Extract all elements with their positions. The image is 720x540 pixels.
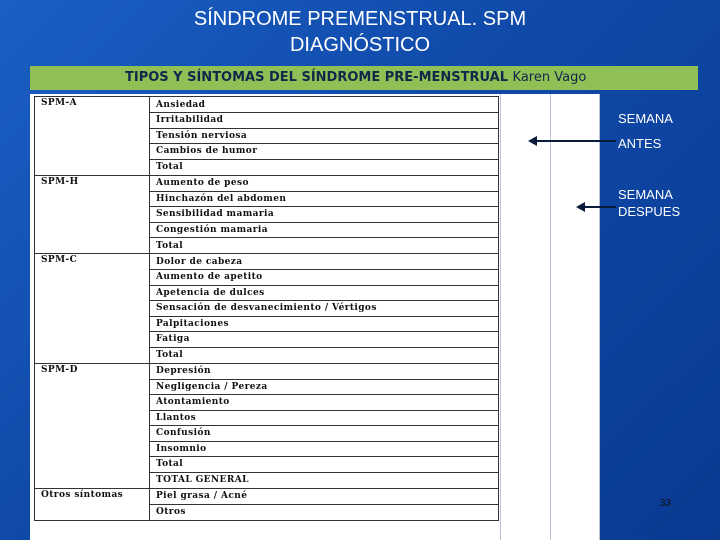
symptom-cell: Total (150, 347, 499, 363)
symptom-cell: Total (150, 457, 499, 473)
table-row (35, 222, 499, 238)
group-cell (35, 410, 150, 426)
group-cell: Otros síntomas (35, 488, 150, 504)
table-row (35, 379, 499, 395)
group-cell (35, 222, 150, 238)
group-cell (35, 426, 150, 442)
group-cell (35, 316, 150, 332)
symptom-cell: Aumento de apetito (150, 270, 499, 286)
table-row (35, 254, 499, 270)
group-cell: SPM-A (35, 97, 150, 113)
banner-author: Karen Vago (512, 70, 587, 85)
symptom-cell: Fatiga (150, 332, 499, 348)
group-cell (35, 207, 150, 223)
symptom-cell: Atontamiento (150, 395, 499, 411)
group-cell (35, 395, 150, 411)
table-row (35, 332, 499, 348)
symptom-cell: TOTAL GENERAL (150, 472, 499, 488)
arrow-left-icon (528, 135, 618, 147)
symptom-cell: Depresión (150, 363, 499, 379)
slide-title (90, 6, 630, 58)
group-cell (35, 191, 150, 207)
group-cell (35, 144, 150, 160)
group-cell (35, 504, 150, 520)
table-row (35, 426, 499, 442)
symptom-cell: Palpitaciones (150, 316, 499, 332)
symptom-cell: Total (150, 159, 499, 175)
symptom-sheet (30, 94, 600, 540)
slide-title-line1: SÍNDROME PREMENSTRUAL. SPM (193, 8, 527, 30)
page-number: 33 (660, 498, 672, 509)
symptom-cell: Apetencia de dulces (150, 285, 499, 301)
column-divider (500, 94, 501, 540)
symptom-cell: Ansiedad (150, 97, 499, 113)
table-row (35, 441, 499, 457)
table-banner (30, 66, 698, 90)
table-row (35, 191, 499, 207)
label-semana-antes-line2: ANTES (618, 136, 662, 151)
banner-text: TIPOS Y SÍNTOMAS DEL SÍNDROME PRE-MENSTRUAL (125, 70, 509, 85)
table-row (35, 128, 499, 144)
table-row (35, 457, 499, 473)
symptom-cell: Aumento de peso (150, 175, 499, 191)
group-cell (35, 441, 150, 457)
symptom-cell: Cambios de humor (150, 144, 499, 160)
symptom-cell: Confusión (150, 426, 499, 442)
table-row (35, 144, 499, 160)
symptom-table (34, 96, 499, 521)
group-cell (35, 301, 150, 317)
label-semana-antes (618, 110, 673, 152)
symptom-cell: Negligencia / Pereza (150, 379, 499, 395)
symptom-cell: Dolor de cabeza (150, 254, 499, 270)
group-cell (35, 472, 150, 488)
table-row (35, 113, 499, 129)
column-divider (550, 94, 551, 540)
group-cell (35, 285, 150, 301)
table-row (35, 472, 499, 488)
symptom-cell: Llantos (150, 410, 499, 426)
group-cell (35, 128, 150, 144)
table-row (35, 347, 499, 363)
group-cell (35, 270, 150, 286)
label-semana-antes-line1: SEMANA (618, 111, 673, 126)
symptom-cell: Congestión mamaria (150, 222, 499, 238)
table-row (35, 159, 499, 175)
group-cell (35, 379, 150, 395)
symptom-cell: Sensación de desvanecimiento / Vértigos (150, 301, 499, 317)
group-cell: SPM-H (35, 175, 150, 191)
column-divider (599, 94, 600, 540)
arrow-left-icon (576, 201, 618, 213)
symptom-cell: Insomnio (150, 441, 499, 457)
table-row (35, 207, 499, 223)
table-row (35, 316, 499, 332)
table-row (35, 97, 499, 113)
label-semana-despues (618, 186, 680, 220)
symptom-cell: Irritabilidad (150, 113, 499, 129)
table-row (35, 395, 499, 411)
table-row (35, 488, 499, 504)
table-row (35, 410, 499, 426)
group-cell: SPM-D (35, 363, 150, 379)
symptom-cell: Total (150, 238, 499, 254)
label-semana-despues-line1: SEMANA (618, 187, 673, 202)
symptom-cell: Piel grasa / Acné (150, 488, 499, 504)
table-row (35, 504, 499, 520)
symptom-cell: Sensibilidad mamaria (150, 207, 499, 223)
label-semana-despues-line2: DESPUES (618, 204, 681, 219)
group-cell: SPM-C (35, 254, 150, 270)
symptom-cell: Otros (150, 504, 499, 520)
symptom-cell: Hinchazón del abdomen (150, 191, 499, 207)
group-cell (35, 159, 150, 175)
group-cell (35, 113, 150, 129)
slide-title-line2: DIAGNÓSTICO (289, 34, 430, 56)
group-cell (35, 457, 150, 473)
table-row (35, 301, 499, 317)
table-row (35, 285, 499, 301)
table-row (35, 270, 499, 286)
table-row (35, 238, 499, 254)
symptom-cell: Tensión nerviosa (150, 128, 499, 144)
table-row (35, 175, 499, 191)
group-cell (35, 332, 150, 348)
table-row (35, 363, 499, 379)
group-cell (35, 347, 150, 363)
group-cell (35, 238, 150, 254)
